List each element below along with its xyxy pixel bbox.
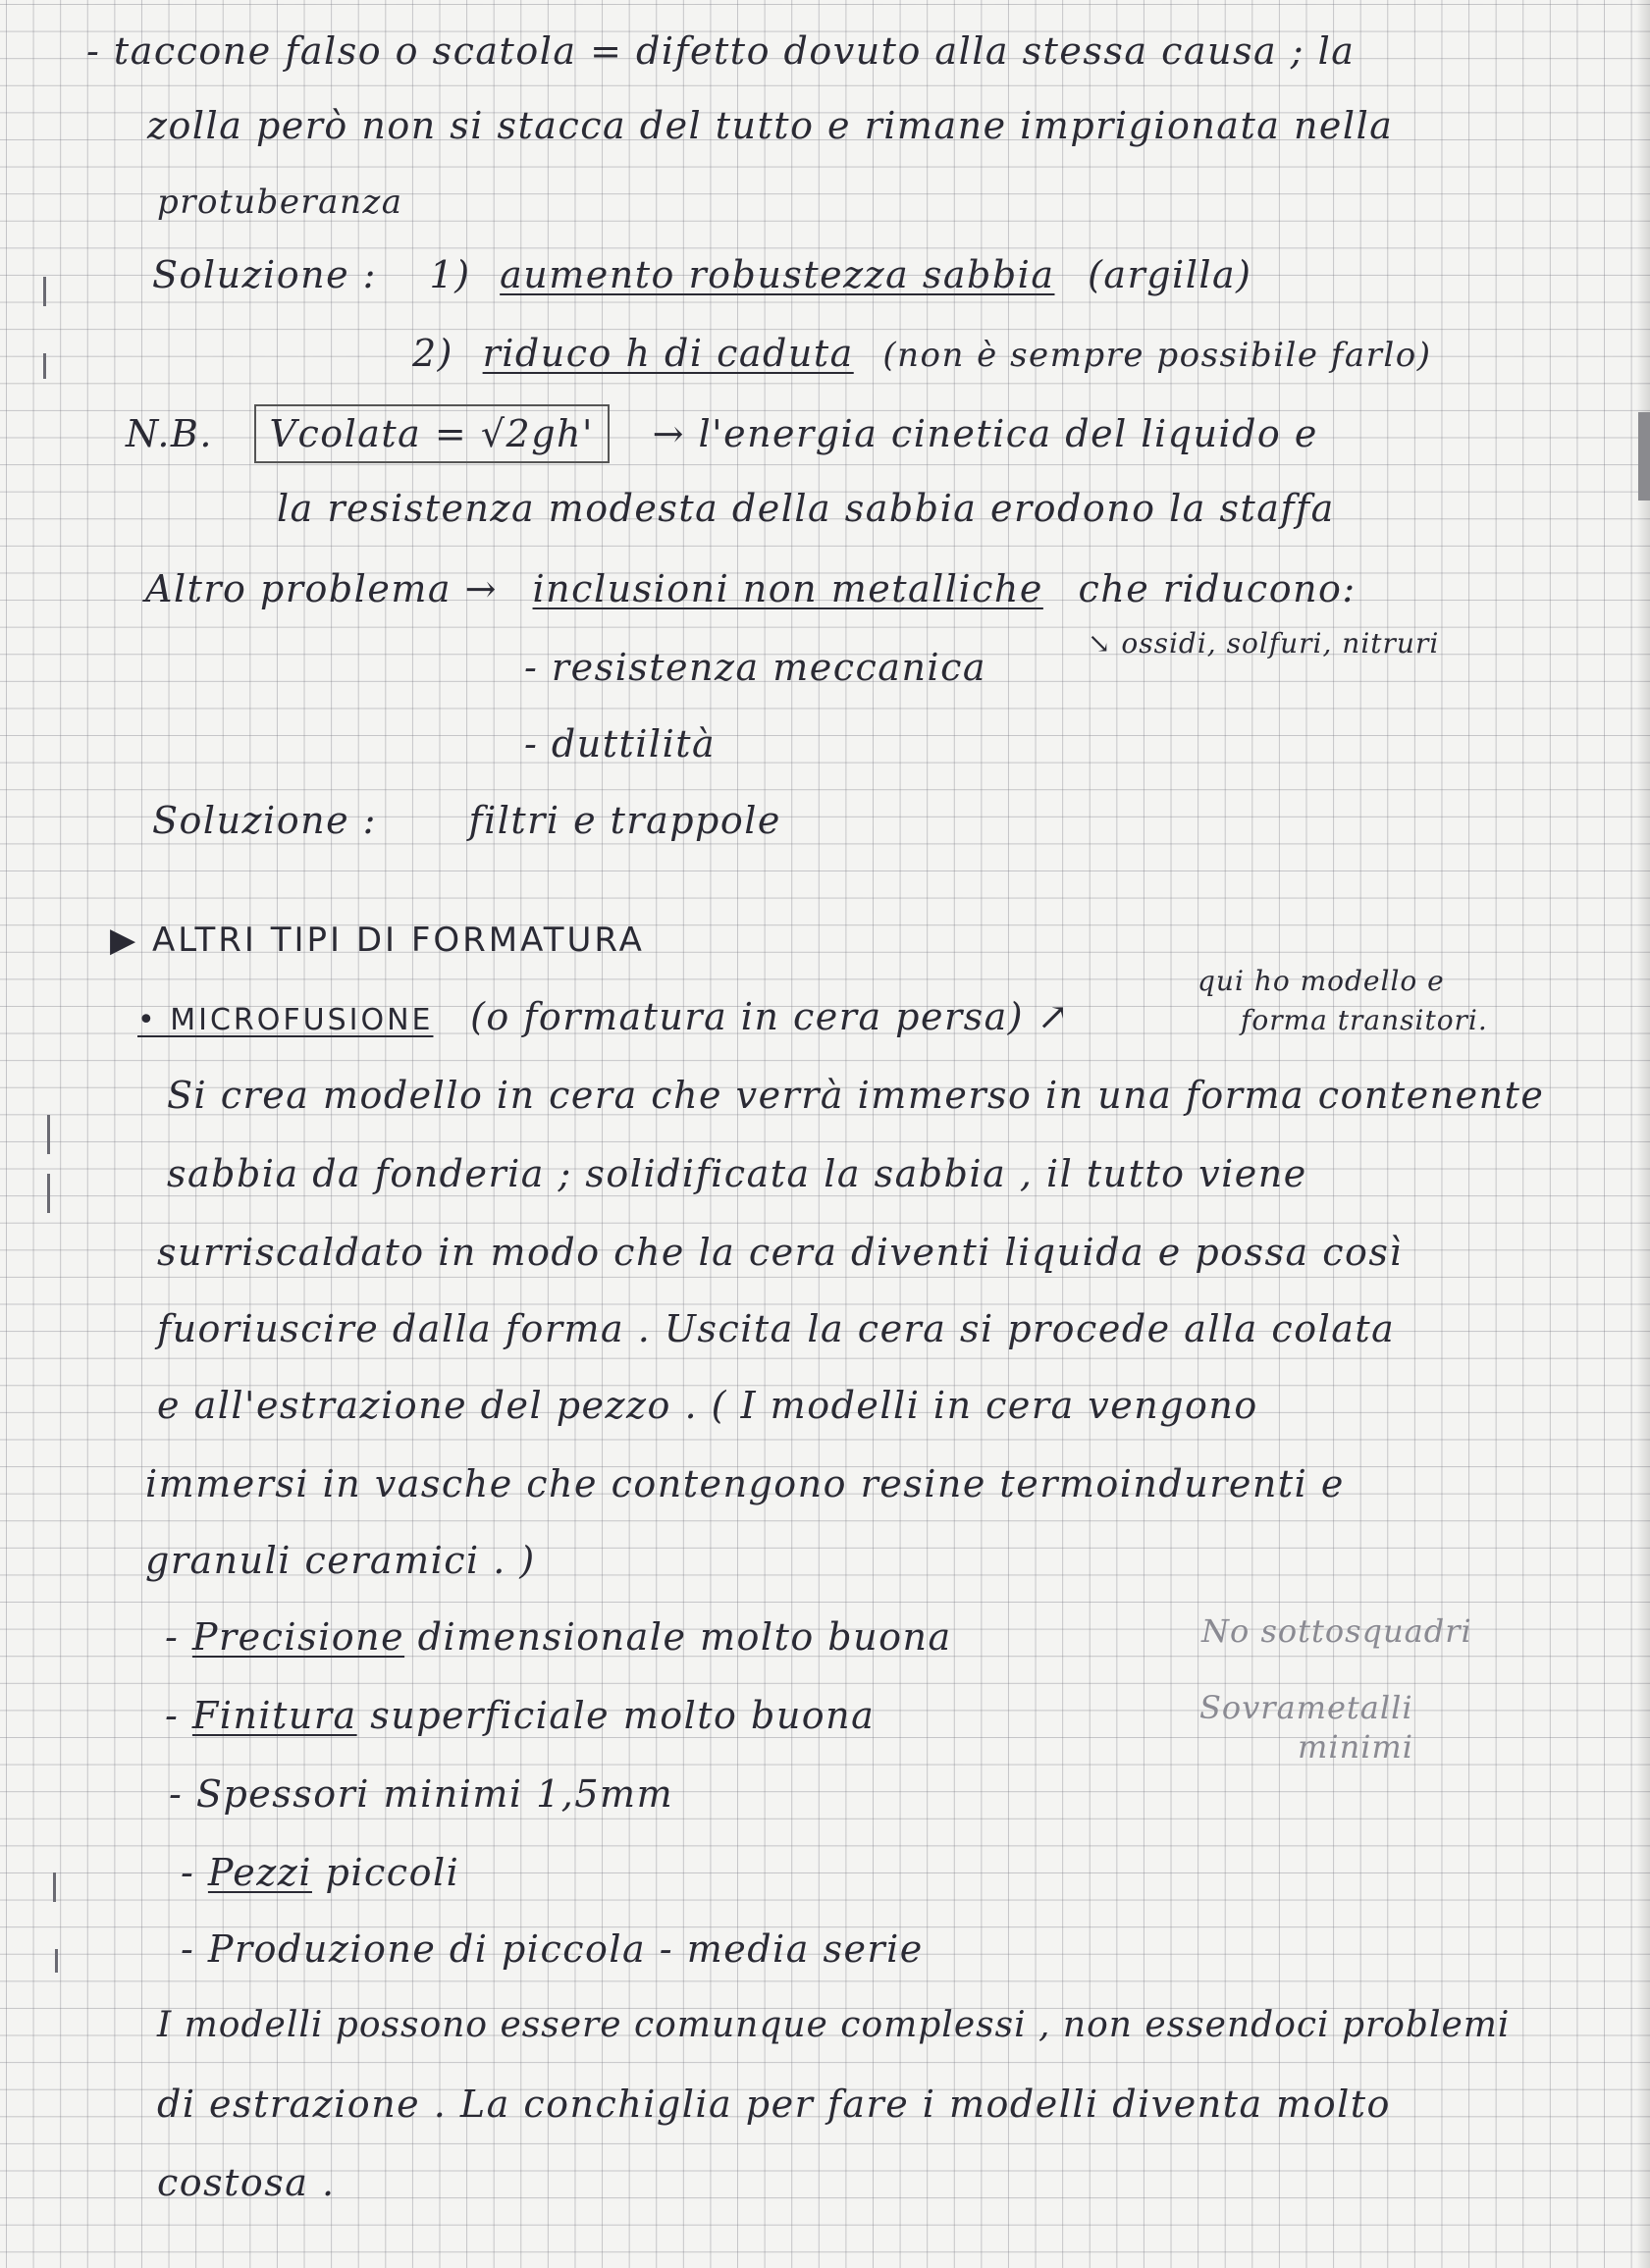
pezzi-word: Pezzi — [207, 1851, 312, 1894]
finitura-rest: superficiale molto buona — [356, 1694, 876, 1737]
line-produzione: - Produzione di piccola - media serie — [181, 1927, 924, 1971]
margin-pencil-mark — [53, 1872, 56, 1902]
section-heading-altri-tipi: ▶ ALTRI TIPI DI FORMATURA — [110, 921, 645, 960]
line-modelli-complessi: I modelli possono essere comunque complessi , non essendoci problemi — [157, 2005, 1511, 2045]
margin-pencil-mark — [55, 1949, 58, 1973]
precisione-word: Precisione — [191, 1615, 405, 1659]
no-sottosquadri-note: No sottosquadri — [1201, 1612, 1472, 1650]
line-fuoriuscire: fuoriuscire dalla forma . Uscita la cera si procede alla colata — [157, 1307, 1396, 1350]
line-sabbia-fonderia: sabbia da fonderia ; solidificata la sabbia , il tutto viene — [167, 1152, 1307, 1195]
modello-forma-note-2: forma transitori. — [1241, 1004, 1488, 1036]
dash: - — [165, 1615, 192, 1659]
sovrametalli-note: Sovrametalli — [1199, 1689, 1413, 1726]
item-number: 1) — [429, 253, 471, 296]
margin-pencil-mark — [43, 353, 46, 379]
line-soluzione-filtri — [152, 797, 781, 844]
line-di-estrazione: di estrazione . La conchiglia per fare i modelli diventa molto — [157, 2083, 1391, 2126]
soluzione-label: Soluzione : — [152, 253, 377, 296]
soluzione-label: Soluzione : — [152, 799, 377, 842]
line-protuberanza: protuberanza — [157, 183, 403, 222]
line-crea-modello: Si crea modello in cera che verrà immerso in una forma contenente — [167, 1074, 1545, 1117]
argilla-note: (argilla) — [1088, 253, 1252, 296]
line-taccone-falso: - taccone falso o scatola = difetto dovuto alla stessa causa ; la — [86, 29, 1356, 73]
line-precisione — [165, 1613, 952, 1661]
line-duttilita: - duttilità — [524, 722, 717, 765]
non-sempre-possibile: (non è sempre possibile farlo) — [882, 336, 1432, 375]
energia-cinetica: → l'energia cinetica del liquido e — [652, 412, 1318, 455]
item-number: 2) — [412, 332, 454, 375]
line-granuli: granuli ceramici . ) — [145, 1539, 536, 1582]
che-riducono: che riducono: — [1078, 567, 1357, 610]
aumento-robustezza: aumento robustezza sabbia — [500, 253, 1055, 296]
modello-forma-note-1: qui ho modello e — [1198, 965, 1445, 997]
line-costosa: costosa . — [157, 2161, 336, 2204]
finitura-word: Finitura — [191, 1694, 357, 1737]
riduco-h: riduco h di caduta — [482, 332, 854, 375]
line-microfusione — [137, 993, 1070, 1044]
altro-problema-label: Altro problema → — [145, 567, 498, 610]
ossidi-annotation: ↘ ossidi, solfuri, nitruri — [1088, 627, 1440, 659]
line-resistenza-modesta: la resistenza modesta della sabbia erodono la staffa — [277, 487, 1335, 530]
line-soluzione-1 — [152, 251, 1252, 298]
line-finitura — [165, 1692, 875, 1739]
margin-pencil-mark — [43, 277, 46, 306]
line-estrazione: e all'estrazione del pezzo . ( I modelli in cera vengono — [157, 1384, 1258, 1427]
page-edge-tab — [1638, 412, 1650, 501]
pezzi-rest: piccoli — [311, 1851, 460, 1894]
line-zolla: zolla però non si stacca del tutto e rimane imprigionata nella — [147, 104, 1394, 147]
inclusioni-non-metalliche: inclusioni non metalliche — [532, 567, 1043, 610]
dash: - — [181, 1851, 208, 1894]
line-surriscaldato: surriscaldato in modo che la cera diventi liquida e possa così — [157, 1231, 1404, 1274]
minimi-note: minimi — [1298, 1728, 1413, 1766]
cera-persa: (o formatura in cera persa) ↗ — [470, 995, 1071, 1038]
line-spessori: - Spessori minimi 1,5mm — [169, 1772, 674, 1816]
filtri-trappole: filtri e trappole — [468, 799, 781, 842]
line-altro-problema — [145, 565, 1357, 612]
margin-pencil-mark — [47, 1174, 50, 1213]
line-soluzione-2 — [412, 330, 1432, 379]
line-immersi: immersi in vasche che contengono resine termoindurenti e — [145, 1462, 1345, 1505]
page-edge-shadow — [1636, 0, 1650, 2268]
line-pezzi-piccoli — [181, 1849, 459, 1896]
margin-pencil-mark — [47, 1115, 50, 1154]
line-nb — [126, 404, 1318, 463]
precisione-rest: dimensionale molto buona — [404, 1615, 952, 1659]
nb-label: N.B. — [126, 412, 213, 455]
microfusione-title: • MICROFUSIONE — [137, 1003, 434, 1037]
velocity-formula-box: Vcolata = √2gh' — [254, 404, 610, 463]
line-resistenza-meccanica: - resistenza meccanica — [524, 646, 987, 689]
dash: - — [165, 1694, 192, 1737]
